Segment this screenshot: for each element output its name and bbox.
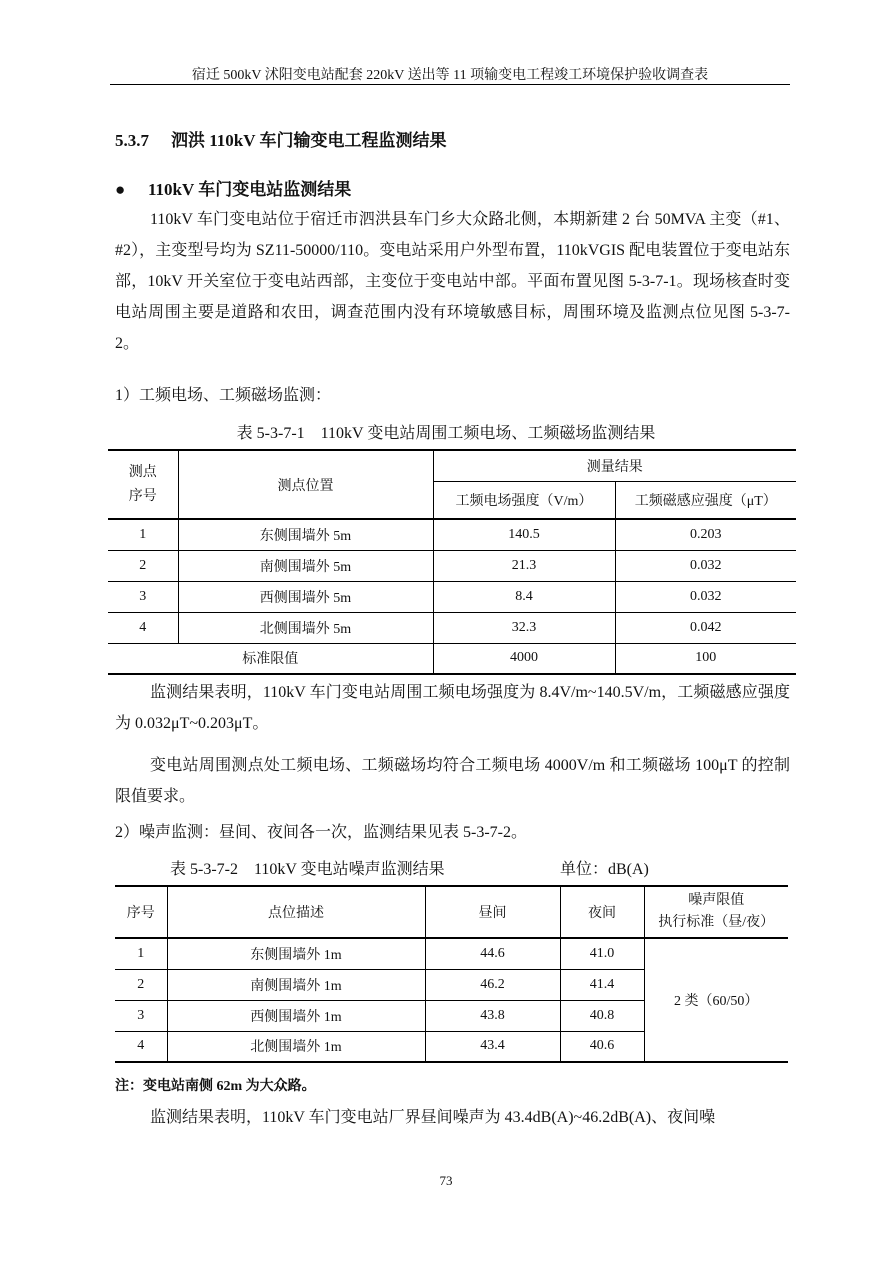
header-rule [110,84,790,85]
cell-night: 40.6 [560,1031,644,1062]
table-row [115,938,788,969]
result-paragraph-1: 监测结果表明，110kV 车门变电站周围工频电场强度为 8.4V/m~140.5V/m，工频磁感应强度为 0.032μT~0.203μT。 [115,684,790,732]
table-row [108,550,796,581]
cell-desc: 北侧围墙外 1m [167,1031,425,1062]
table-row [108,612,796,643]
section-heading [115,126,447,151]
cell-no: 3 [115,1000,167,1031]
section-title: 泗洪 110kV 车门输变电工程监测结果 [171,131,447,150]
cell-day: 43.4 [425,1031,560,1062]
cell-no: 1 [108,519,178,550]
limit-e: 4000 [433,643,615,674]
th-night: 夜间 [560,886,644,938]
th-day: 昼间 [425,886,560,938]
cell-e: 8.4 [433,581,615,612]
table2-caption: 表 5-3-7-2 110kV 变电站噪声监测结果 [170,861,445,878]
th-point-no: 测点 序号 [108,450,178,519]
cell-b: 0.203 [615,519,796,550]
th-no: 序号 [115,886,167,938]
cell-e: 32.3 [433,612,615,643]
cell-limit: 2 类（60/50） [644,938,788,1062]
emf-table [108,449,796,675]
cell-no: 2 [115,969,167,1000]
cell-b: 0.042 [615,612,796,643]
bullet-title: 110kV 车门变电站监测结果 [148,180,352,199]
cell-b: 0.032 [615,550,796,581]
limit-row [108,643,796,674]
bullet-heading [115,175,351,200]
th-point-position: 测点位置 [178,450,433,519]
cell-night: 40.8 [560,1000,644,1031]
result-paragraph-2: 变电站周围测点处工频电场、工频磁场均符合工频电场 4000V/m 和工频磁场 100μT 的控制限值要求。 [115,757,790,805]
th-measure-result: 测量结果 [433,450,796,481]
cell-day: 44.6 [425,938,560,969]
limit-b: 100 [615,643,796,674]
cell-position: 西侧围墙外 5m [178,581,433,612]
subheading-noise: 2）噪声监测：昼间、夜间各一次，监测结果见表 5-3-7-2。 [115,824,527,841]
subheading-emf: 1）工频电场、工频磁场监测： [115,387,332,404]
th-e-field: 工频电场强度（V/m） [433,481,615,519]
th-b-field: 工频磁感应强度（μT） [615,481,796,519]
intro-paragraph: 110kV 车门变电站位于宿迁市泗洪县车门乡大众路北侧，本期新建 2 台 50MVA 主变（#1、#2），主变型号均为 SZ11-50000/110。变电站采用户外型布置，110kVGIS 配电装置位于变电站东部，10kV 开关室位于变电站西部，主变位于变电站中部。平面布置见图 5-3-7-1。现场核查时变电站周围主要是道路和农田，调查范围内没有环境敏感目标，周围环境及监测点位见图 5-3-7-2。 [115,211,790,352]
cell-position: 东侧围墙外 5m [178,519,433,550]
limit-label: 标准限值 [108,643,433,674]
cell-position: 北侧围墙外 5m [178,612,433,643]
result-paragraph-3: 监测结果表明，110kV 车门变电站厂界昼间噪声为 43.4dB(A)~46.2dB(A)、夜间噪 [150,1109,716,1126]
section-number: 5.3.7 [115,131,149,150]
cell-no: 1 [115,938,167,969]
page-number: 73 [439,1173,453,1188]
table1-caption: 表 5-3-7-1 110kV 变电站周围工频电场、工频磁场监测结果 [236,425,656,442]
cell-b: 0.032 [615,581,796,612]
table2-unit: 单位：dB(A) [560,861,649,878]
cell-day: 43.8 [425,1000,560,1031]
cell-desc: 东侧围墙外 1m [167,938,425,969]
cell-night: 41.4 [560,969,644,1000]
cell-day: 46.2 [425,969,560,1000]
noise-table [115,885,788,1063]
cell-e: 140.5 [433,519,615,550]
table-note: 注：变电站南侧 62m 为大众路。 [115,1079,316,1094]
th-limit: 噪声限值 执行标准（昼/夜） [644,886,788,938]
cell-desc: 西侧围墙外 1m [167,1000,425,1031]
cell-night: 41.0 [560,938,644,969]
table-row [108,519,796,550]
cell-no: 4 [115,1031,167,1062]
cell-no: 4 [108,612,178,643]
th-desc: 点位描述 [167,886,425,938]
cell-position: 南侧围墙外 5m [178,550,433,581]
table-row [108,581,796,612]
cell-no: 2 [108,550,178,581]
page-header: 宿迁 500kV 沭阳变电站配套 220kV 送出等 11 项输变电工程竣工环境保护验收调查表 [191,68,709,83]
cell-desc: 南侧围墙外 1m [167,969,425,1000]
cell-e: 21.3 [433,550,615,581]
bullet-icon: ● [115,180,126,199]
cell-no: 3 [108,581,178,612]
